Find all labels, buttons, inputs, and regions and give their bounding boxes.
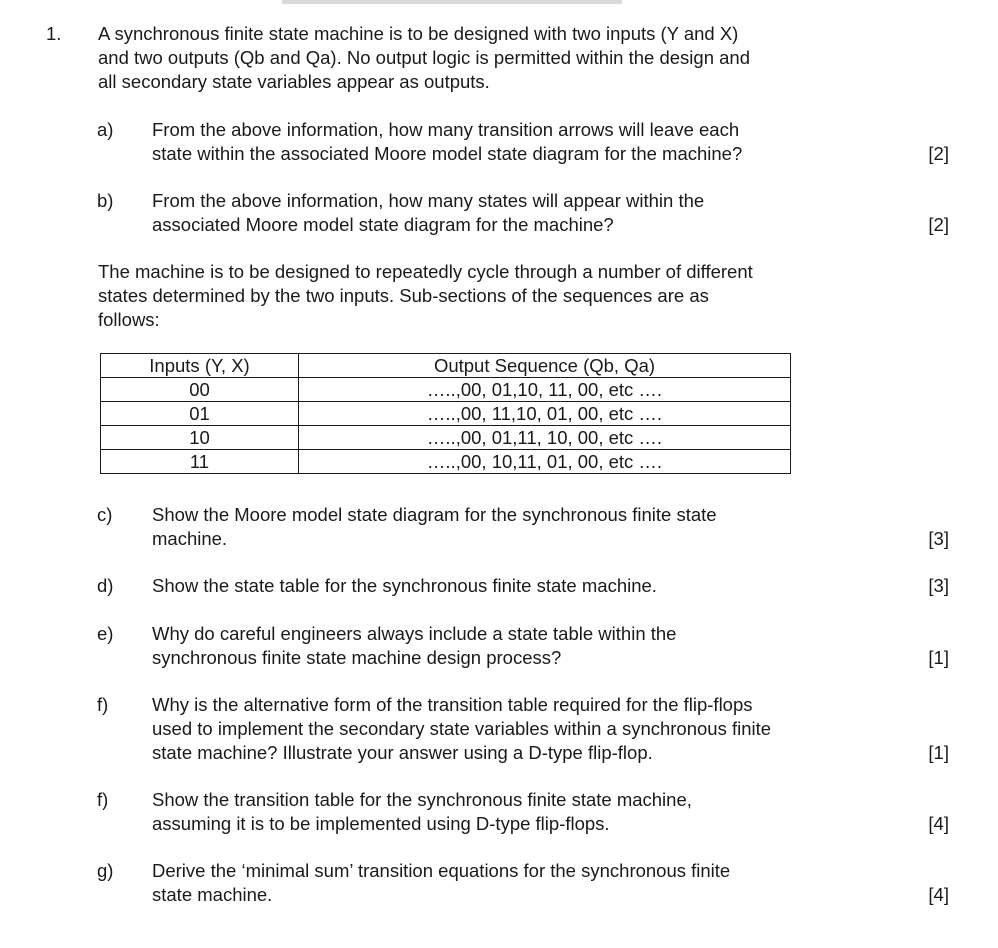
row-input: 11: [101, 450, 299, 474]
row-sequence: …..,00, 11,10, 01, 00, etc ….: [299, 402, 791, 426]
table-row: [101, 402, 791, 426]
top-scroll-indicator: [282, 0, 622, 4]
row-sequence: …..,00, 01,10, 11, 00, etc ….: [299, 378, 791, 402]
middle-line-1: The machine is to be designed to repeatedly cycle through a number of different: [98, 261, 753, 282]
part-b-marks: [2]: [928, 214, 949, 235]
table-row: [101, 450, 791, 474]
middle-line-2: states determined by the two inputs. Sub-sections of the sequences are as: [98, 285, 709, 306]
part-f1-line-2: used to implement the secondary state variables within a synchronous finite: [152, 718, 772, 739]
part-f2-label: f): [97, 789, 109, 810]
part-e-line-1: Why do careful engineers always include a state table within the: [152, 623, 677, 644]
part-b-line-2: associated Moore model state diagram for the machine?: [152, 214, 614, 235]
part-g-line-1: Derive the ‘minimal sum’ transition equations for the synchronous finite: [152, 860, 731, 881]
part-c-line-1: Show the Moore model state diagram for the synchronous finite state: [152, 504, 717, 525]
part-d-marks: [3]: [928, 575, 949, 596]
intro-line-3: all secondary state variables appear as outputs.: [98, 71, 490, 92]
part-g-label: g): [97, 860, 114, 881]
table-row: [101, 378, 791, 402]
intro-line-2: and two outputs (Qb and Qa). No output logic is permitted within the design and: [98, 47, 750, 68]
part-c-line-2: machine.: [152, 528, 228, 549]
part-g-line-2: state machine.: [152, 884, 273, 905]
part-e-marks: [1]: [928, 647, 949, 668]
part-g-marks: [4]: [928, 884, 949, 905]
part-b-label: b): [97, 190, 114, 211]
part-c-marks: [3]: [928, 528, 949, 549]
part-a-marks: [2]: [928, 143, 949, 164]
part-c-label: c): [97, 504, 113, 525]
part-f2-marks: [4]: [928, 813, 949, 834]
header-output-sequence: Output Sequence (Qb, Qa): [299, 354, 791, 378]
part-f2-line-1: Show the transition table for the synchronous finite state machine,: [152, 789, 692, 810]
row-input: 10: [101, 426, 299, 450]
part-f1-label: f): [97, 694, 109, 715]
part-d-label: d): [97, 575, 114, 596]
part-d-line-1: Show the state table for the synchronous finite state machine.: [152, 575, 657, 596]
part-a-line-1: From the above information, how many transition arrows will leave each: [152, 119, 740, 140]
row-sequence: …..,00, 01,11, 10, 00, etc ….: [299, 426, 791, 450]
sequence-table: [100, 353, 791, 474]
intro-line-1: A synchronous finite state machine is to be designed with two inputs (Y and X): [98, 23, 739, 44]
row-sequence: …..,00, 10,11, 01, 00, etc ….: [299, 450, 791, 474]
part-f1-line-1: Why is the alternative form of the transition table required for the flip-flops: [152, 694, 753, 715]
question-number: 1.: [46, 23, 62, 44]
row-input: 00: [101, 378, 299, 402]
table-row: [101, 426, 791, 450]
row-input: 01: [101, 402, 299, 426]
part-a-line-2: state within the associated Moore model state diagram for the machine?: [152, 143, 743, 164]
table-header-row: [101, 354, 791, 378]
middle-line-3: follows:: [98, 309, 160, 330]
part-a-label: a): [97, 119, 114, 140]
header-inputs: Inputs (Y, X): [101, 354, 299, 378]
part-e-label: e): [97, 623, 114, 644]
part-b-line-1: From the above information, how many states will appear within the: [152, 190, 705, 211]
part-f1-line-3: state machine? Illustrate your answer using a D-type flip-flop.: [152, 742, 653, 763]
part-e-line-2: synchronous finite state machine design process?: [152, 647, 562, 668]
part-f1-marks: [1]: [928, 742, 949, 763]
part-f2-line-2: assuming it is to be implemented using D-type flip-flops.: [152, 813, 610, 834]
